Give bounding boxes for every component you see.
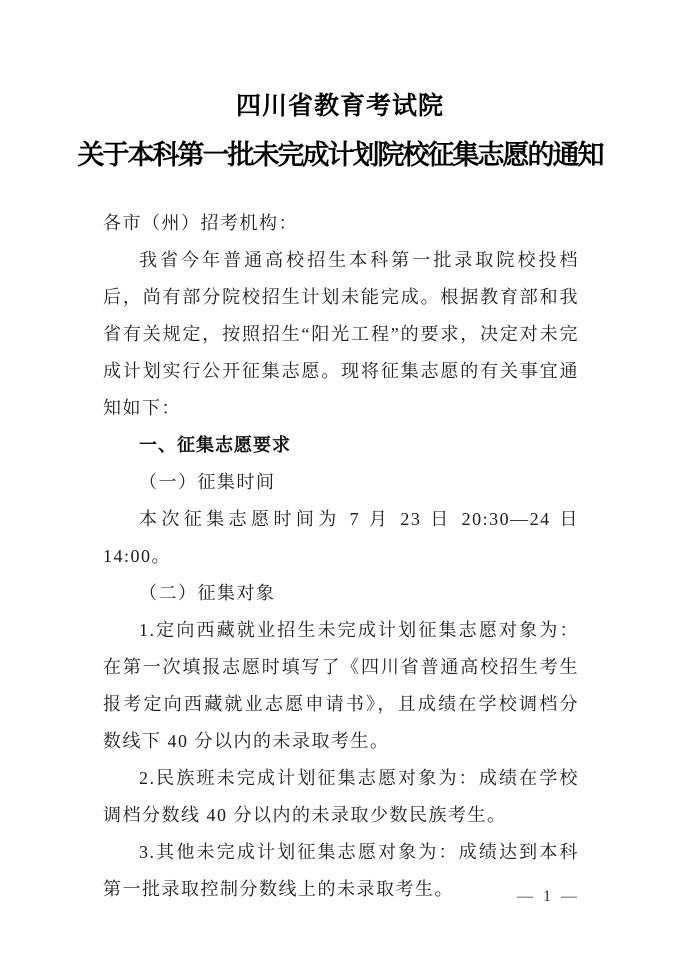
subsection-heading-targets: （二）征集对象: [139, 583, 276, 603]
salutation: 各市（州）招考机构：: [103, 213, 298, 233]
document-org-title: 四川省教育考试院: [235, 93, 444, 120]
paragraph-target-item-3: 3.其他未完成计划征集志愿对象为：成绩达到本科第一批录取控制分数线上的未录取考生。: [103, 842, 579, 899]
paragraph-intro: 我省今年普通高校招生本科第一批录取院校投档后，尚有部分院校招生计划未能完成。根据教育部和我省有关规定，按照招生“阳光工程”的要求，决定对未完成计划实行公开征集志愿。现将征集志愿的有关事宜通知如下：: [103, 250, 579, 418]
paragraph-target-item-1: 1.定向西藏就业招生未完成计划征集志愿对象为：在第一次填报志愿时填写了《四川省普通高校招生考生报考定向西藏就业志愿申请书》，且成绩在学校调档分数线下 40 分以内的未录取考生。: [103, 620, 579, 751]
document-title: 关于本科第一批未完成计划院校征集志愿的通知: [77, 140, 603, 170]
paragraph-collection-time: 本次征集志愿时间为 7 月 23 日 20:30—24 日 14:00。: [103, 509, 579, 566]
document-body: [103, 205, 579, 908]
page-number: — 1 —: [517, 888, 580, 905]
subsection-heading-time: （一）征集时间: [139, 472, 276, 492]
section-heading-requirements: 一、征集志愿要求: [139, 435, 291, 455]
paragraph-target-item-2: 2.民族班未完成计划征集志愿对象为：成绩在学校调档分数线 40 分以内的未录取少数民族考生。: [103, 768, 579, 825]
